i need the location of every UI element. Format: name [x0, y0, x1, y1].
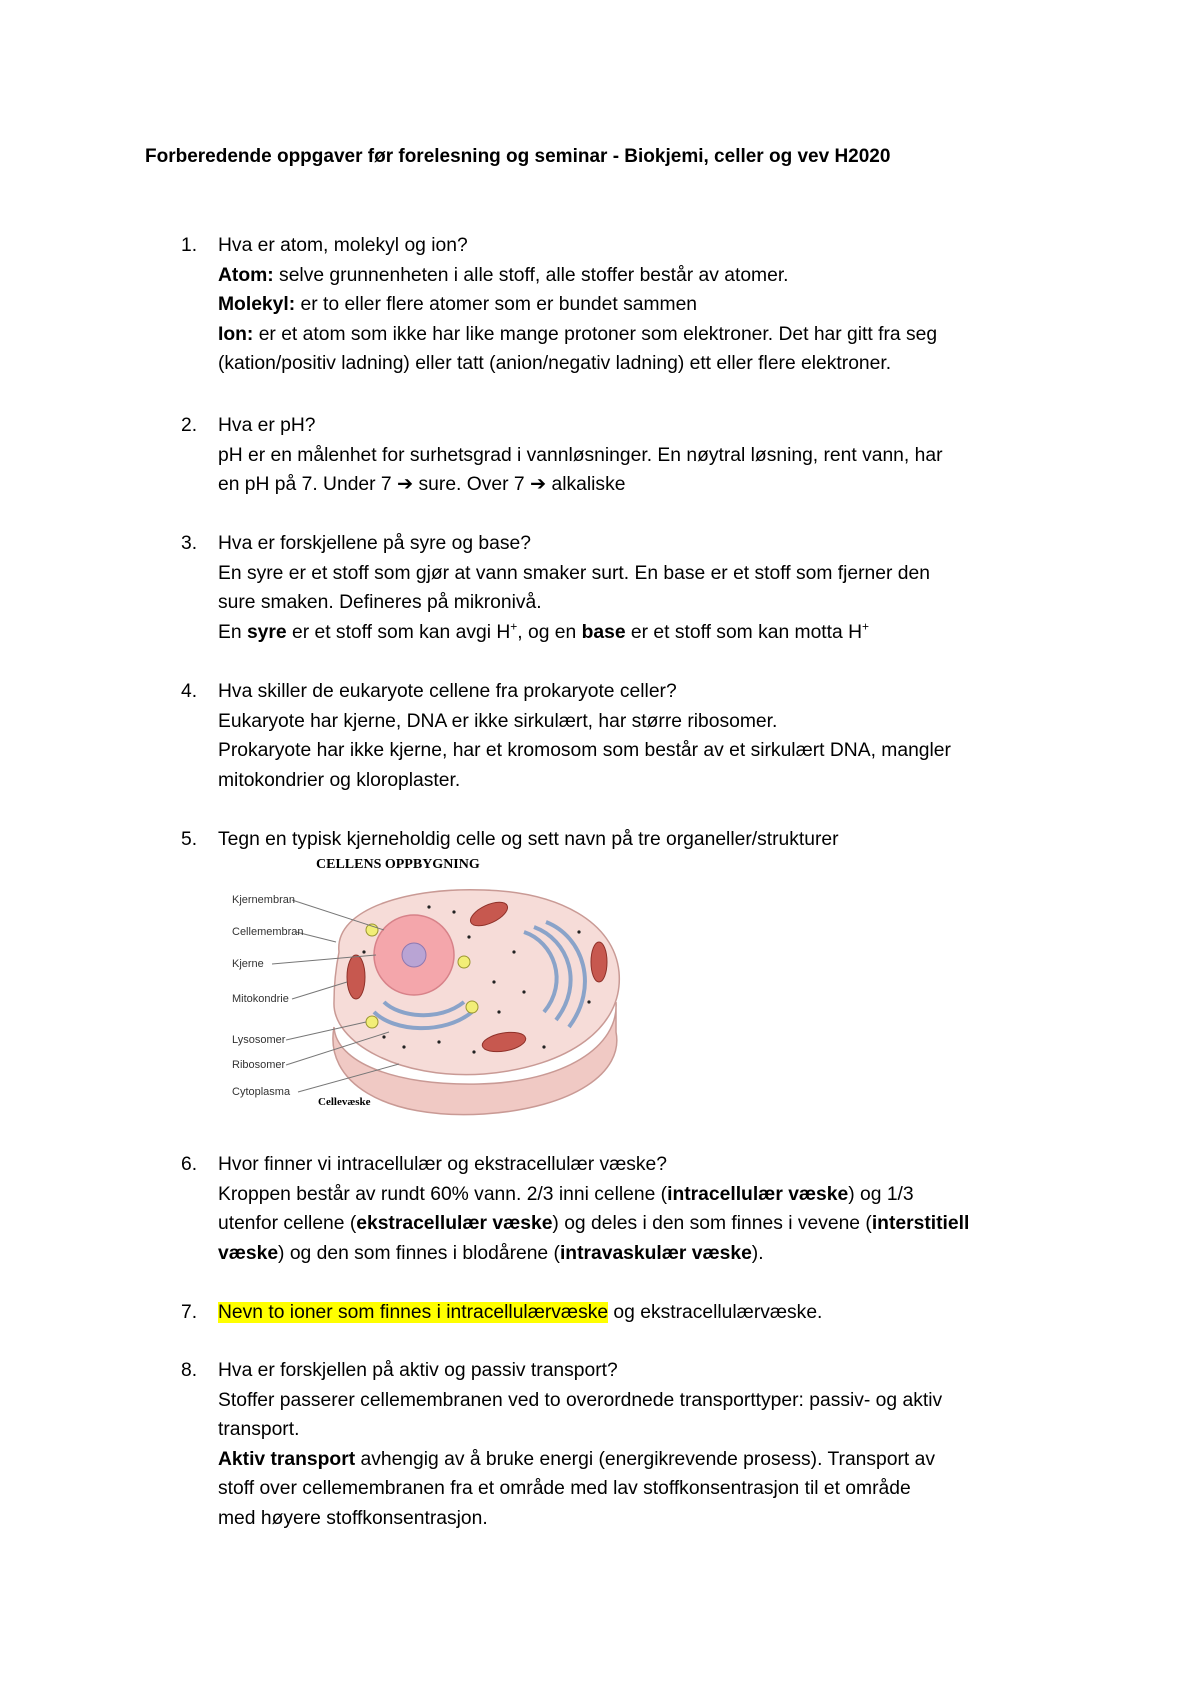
answer-line: transport. [218, 1419, 300, 1440]
question-number: 3. [181, 533, 198, 554]
label-lysosomer: Lysosomer [232, 1034, 286, 1046]
term-intravascular: intravaskulær væske [559, 1242, 752, 1264]
answer-line [218, 1239, 1088, 1269]
superscript-plus: + [510, 619, 518, 634]
answer-text: Kroppen består av rundt 60% vann. 2/3 inni cellene ( [218, 1183, 668, 1205]
lysosome [366, 1016, 378, 1028]
lysosome [466, 1001, 478, 1013]
answer-text: er et atom som ikke har like mange protoner som elektroner. Det har gitt fra seg [253, 323, 938, 345]
question-text [218, 1298, 1088, 1328]
label-cytoplasma: Cytoplasma [232, 1086, 291, 1098]
figure-title: CELLENS OPPBYGNING [316, 857, 480, 872]
label-kjerne: Kjerne [232, 958, 264, 970]
answer-text: , og en [517, 621, 582, 643]
mitochondrion [347, 955, 365, 999]
question-number: 8. [181, 1360, 198, 1381]
answer-line: En syre er et stoff som gjør at vann smaker surt. En base er et stoff som fjerner den [218, 562, 930, 584]
answer-text: ) og deles i den som finnes i vevene ( [552, 1213, 872, 1234]
answer-line [218, 618, 1088, 648]
answer-text: avhengig av å bruke energi (energikrevende prosess). Transport av [355, 1448, 935, 1470]
question-text: Hva er atom, molekyl og ion? [218, 235, 468, 256]
answer-line [218, 1209, 1088, 1239]
question-number: 4. [181, 681, 198, 702]
label-kjernembran: Kjernembran [232, 894, 295, 906]
arrow-icon: ➔ [529, 474, 547, 495]
page-title: Forberedende oppgaver før forelesning og seminar - Biokjemi, celler og vev H2020 [145, 146, 891, 167]
answer-text: sure. Over 7 [413, 474, 530, 495]
superscript-plus: + [862, 619, 870, 634]
question-number: 6. [181, 1154, 198, 1175]
term-base: base [581, 621, 626, 643]
answer-text: En [218, 621, 247, 643]
answer-line [218, 320, 1088, 350]
answer-line: (kation/positiv ladning) eller tatt (anion/negativ ladning) ett eller flere elektroner. [218, 353, 892, 374]
question-text: Hvor finner vi intracellulær og ekstracellulær væske? [218, 1154, 667, 1175]
term-extracellular: ekstracellulær væske [356, 1213, 553, 1234]
answer-text: en pH på 7. Under 7 [218, 474, 398, 495]
mitochondrion [591, 942, 607, 982]
label-ribosomer: Ribosomer [232, 1059, 286, 1071]
term-intracellular: intracellulær væske [667, 1183, 849, 1205]
question-number: 5. [181, 829, 198, 850]
question-text: Hva er forskjellen på aktiv og passiv transport? [218, 1360, 618, 1381]
answer-line [218, 1180, 1088, 1210]
answer-text: ) og den som finnes i blodårene ( [278, 1242, 560, 1264]
question-number: 1. [181, 235, 198, 256]
answer-text: er et stoff som kan avgi H [286, 621, 511, 643]
answer-text: er et stoff som kan motta H [625, 621, 863, 643]
term-interstitial: væske [218, 1242, 279, 1264]
lysosome [458, 956, 470, 968]
answer-line: med høyere stoffkonsentrasjon. [218, 1507, 488, 1529]
answer-line: pH er en målenhet for surhetsgrad i vannløsninger. En nøytral løsning, rent vann, har [218, 444, 943, 466]
term-molekyl: Molekyl: [218, 294, 296, 315]
question-number: 7. [181, 1302, 198, 1323]
term-ion: Ion: [218, 323, 254, 345]
question-text-rest: og ekstracellulærvæske. [608, 1302, 823, 1323]
highlighted-text: Nevn to ioner som finnes i intracellulærvæske [218, 1302, 609, 1323]
answer-line: sure smaken. Defineres på mikronivå. [218, 592, 542, 613]
cell-diagram [224, 852, 644, 1127]
answer-line [218, 290, 1088, 320]
question-text: Tegn en typisk kjerneholdig celle og sett navn på tre organeller/strukturer [218, 829, 839, 850]
question-text: Hva er forskjellene på syre og base? [218, 533, 531, 554]
nucleolus [402, 943, 426, 967]
term-atom: Atom: [218, 264, 274, 286]
answer-line: mitokondrier og kloroplaster. [218, 769, 461, 791]
answer-text: er to eller flere atomer som er bundet sammen [295, 294, 698, 315]
answer-text: selve grunnenheten i alle stoff, alle stoffer består av atomer. [273, 264, 789, 286]
answer-line: Stoffer passerer cellemembranen ved to overordnede transporttyper: passiv- og aktiv [218, 1389, 943, 1411]
handwritten-label: Cellevæske [318, 1096, 371, 1108]
label-cellemembran: Cellemembran [232, 926, 304, 938]
answer-text: alkaliske [546, 474, 626, 495]
answer-line: Prokaryote har ikke kjerne, har et kromosom som består av et sirkulært DNA, mangler [218, 740, 951, 761]
answer-line [218, 261, 1088, 291]
term-aktiv-transport: Aktiv transport [218, 1448, 356, 1470]
answer-line [218, 470, 1088, 500]
answer-line: Eukaryote har kjerne, DNA er ikke sirkulært, har større ribosomer. [218, 710, 778, 732]
arrow-icon: ➔ [397, 474, 414, 495]
question-number: 2. [181, 415, 198, 436]
question-text: Hva skiller de eukaryote cellene fra prokaryote celler? [218, 681, 677, 702]
answer-line: stoff over cellemembranen fra et område med lav stoffkonsentrasjon til et område [218, 1478, 911, 1499]
term-syre: syre [246, 621, 287, 643]
answer-text: utenfor cellene ( [218, 1213, 357, 1234]
question-text: Hva er pH? [218, 415, 316, 436]
answer-text: ) og 1/3 [848, 1183, 914, 1205]
answer-text: ). [751, 1242, 764, 1264]
label-mitokondrie: Mitokondrie [232, 993, 289, 1005]
answer-line [218, 1445, 1088, 1475]
term-interstitial: interstitiell [871, 1213, 970, 1234]
